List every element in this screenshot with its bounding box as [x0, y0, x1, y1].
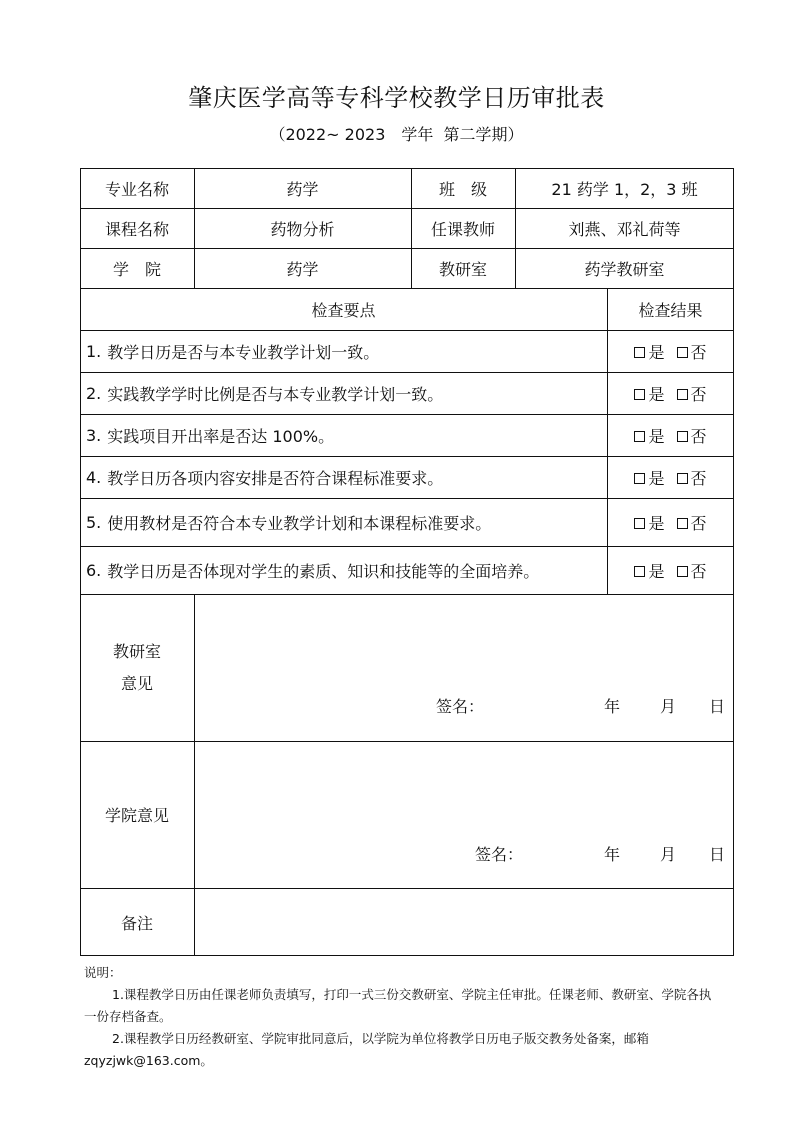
- college-value: 药学: [286, 259, 319, 279]
- office-month-label: 月: [660, 697, 677, 716]
- college-sign-label: 签名：: [475, 845, 524, 864]
- yes-label: 是: [648, 384, 665, 404]
- teacher-value: 刘燕、邓礼荷等: [568, 219, 681, 239]
- office-day-label: 日: [709, 697, 726, 716]
- yes-label: 是: [648, 426, 665, 446]
- class-label: 班 级: [438, 179, 487, 199]
- check-item-number: 5.: [86, 512, 102, 532]
- remark-label: 备注: [120, 913, 153, 933]
- check-item-number: 4.: [86, 467, 102, 487]
- college-opinion-label: 学院意见: [104, 806, 169, 825]
- yes-label: 是: [648, 342, 665, 362]
- office-year-label: 年: [604, 697, 621, 716]
- yes-checkbox[interactable]: [634, 431, 645, 442]
- check-item-text: 教学日历是否与本专业教学计划一致。: [107, 342, 380, 362]
- office-opinion-label: [80, 594, 194, 741]
- college-month-label: 月: [660, 845, 677, 864]
- office-opinion-label-line2: 意见: [120, 673, 153, 693]
- check-item-text: 教学日历各项内容安排是否符合课程标准要求。: [107, 468, 444, 488]
- yes-checkbox[interactable]: [634, 566, 645, 577]
- check-item: [86, 372, 443, 414]
- check-result-header: 检查结果: [638, 300, 703, 320]
- no-checkbox[interactable]: [677, 431, 688, 442]
- office-opinion-label-line1: 教研室: [112, 641, 161, 661]
- check-item-text: 教学日历是否体现对学生的素质、知识和技能等的全面培养。: [107, 561, 540, 581]
- notes-heading: 说明：: [84, 965, 122, 980]
- no-label: 否: [690, 468, 707, 488]
- check-item: [86, 414, 334, 456]
- check-points-header: 检查要点: [311, 300, 376, 320]
- check-item-number: 6.: [86, 560, 102, 580]
- no-checkbox[interactable]: [677, 389, 688, 400]
- check-item: [86, 330, 379, 372]
- office-label: 教研室: [438, 259, 487, 279]
- major-value: 药学: [286, 179, 319, 199]
- check-item-text: 实践教学学时比例是否与本专业教学计划一致。: [107, 384, 444, 404]
- yes-checkbox[interactable]: [634, 347, 645, 358]
- course-value: 药物分析: [270, 219, 335, 239]
- class-value: 21 药学 1，2，3 班: [551, 179, 698, 199]
- check-item: [86, 456, 443, 498]
- no-label: 否: [690, 513, 707, 533]
- office-opinion-area[interactable]: [195, 595, 733, 740]
- academic-term: （2022~ 2023 学年 第二学期）: [269, 125, 524, 144]
- teacher-label: 任课教师: [430, 219, 495, 239]
- check-item-number: 3.: [86, 425, 102, 445]
- college-label: 学 院: [112, 259, 161, 279]
- note-1: 1.课程教学日历由任课老师负责填写，打印一式三份交教研室、学院主任审批。任课老师、教研室、学院各执一份存档备查。: [84, 987, 712, 1024]
- office-value: 药学教研室: [584, 259, 665, 279]
- check-item-text: 使用教材是否符合本专业教学计划和本课程标准要求。: [107, 513, 492, 533]
- no-label: 否: [690, 342, 707, 362]
- check-result: [607, 546, 734, 594]
- check-item-number: 1.: [86, 341, 102, 361]
- remark-area[interactable]: [195, 889, 733, 955]
- yes-label: 是: [648, 561, 665, 581]
- college-opinion-area[interactable]: [195, 742, 733, 887]
- yes-checkbox[interactable]: [634, 389, 645, 400]
- check-item-number: 2.: [86, 383, 102, 403]
- yes-label: 是: [648, 468, 665, 488]
- check-result: [607, 414, 734, 456]
- no-label: 否: [690, 384, 707, 404]
- major-label: 专业名称: [104, 179, 169, 199]
- no-checkbox[interactable]: [677, 566, 688, 577]
- no-label: 否: [690, 426, 707, 446]
- college-day-label: 日: [709, 845, 726, 864]
- yes-label: 是: [648, 513, 665, 533]
- note-2: 2.课程教学日历经教研室、学院审批同意后，以学院为单位将教学日历电子版交教务处备案，邮箱 zqyzjwk@163.com。: [84, 1031, 649, 1068]
- college-year-label: 年: [604, 845, 621, 864]
- office-sign-label: 签名：: [436, 697, 485, 716]
- check-item: [86, 498, 491, 546]
- check-result: [607, 456, 734, 498]
- check-item-text: 实践项目开出率是否达 100%。: [107, 426, 335, 446]
- no-checkbox[interactable]: [677, 347, 688, 358]
- no-label: 否: [690, 561, 707, 581]
- notes: [84, 962, 714, 1072]
- check-result: [607, 330, 734, 372]
- check-result: [607, 372, 734, 414]
- check-item: [86, 546, 539, 594]
- course-label: 课程名称: [104, 219, 169, 239]
- yes-checkbox[interactable]: [634, 518, 645, 529]
- no-checkbox[interactable]: [677, 473, 688, 484]
- no-checkbox[interactable]: [677, 518, 688, 529]
- yes-checkbox[interactable]: [634, 473, 645, 484]
- check-result: [607, 498, 734, 546]
- page-title: 肇庆医学高等专科学校教学日历审批表: [188, 84, 605, 112]
